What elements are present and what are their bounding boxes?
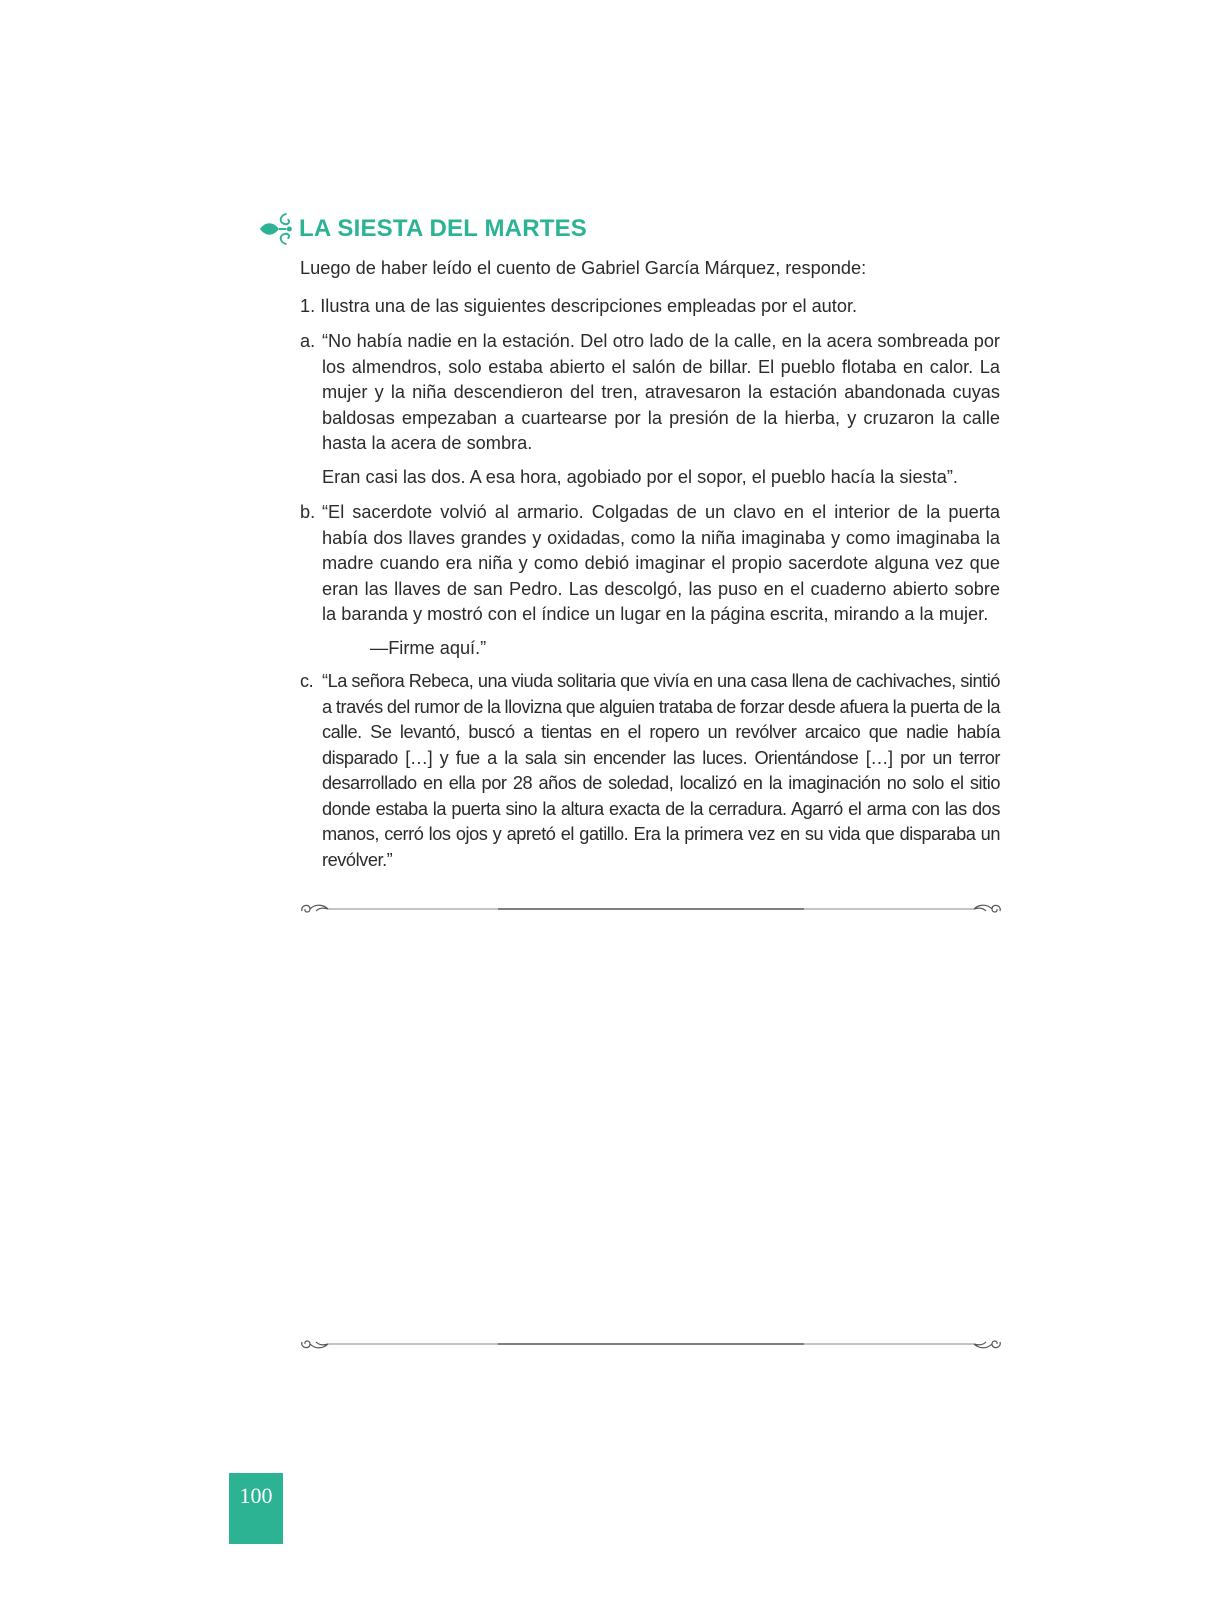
item-marker: c. [300,671,314,691]
quote-text: “No había nadie en la estación. Del otro lado de la calle, en la acera sombreada por los almendros, solo estaba abierto el salón de billar. El pueblo flotaba en calor. La mujer y la niña descendieron del tren, atravesaron la estación abandonada cuyas baldosas empezaban a cuartearse por la presión de la hierba, y cruzaron la calle hasta la acera de sombra. [322,331,1000,453]
section-title: LA SIESTA DEL MARTES [299,215,588,242]
flourish-divider-top [298,897,1004,921]
quote-b-dialog: —Firme aquí.” [370,637,487,658]
question-1: 1. Ilustra una de las siguientes descripciones empleadas por el autor. [300,295,858,316]
quote-c [300,669,1000,873]
leaf-ornament-icon [258,210,296,248]
intro-text: Luego de haber leído el cuento de Gabriel García Márquez, responde: [300,258,867,278]
flourish-divider-bottom [298,1332,1004,1356]
quote-a [300,329,1000,457]
quote-text: “El sacerdote volvió al armario. Colgadas de un clavo en el interior de la puerta había dos llaves grandes y oxidadas, como la niña imaginaba y como imaginaba la madre cuando era niña y como debió imaginar el propio sacerdote alguna vez que eran las llaves de san Pedro. Las descolgó, las puso en el cuaderno abierto sobre la baranda y mostró con el índice un lugar en la página escrita, mirando a la mujer. [322,502,1000,624]
item-marker: b. [300,502,316,522]
page-number: 100 [229,1473,283,1544]
item-marker: a. [300,331,316,351]
section-header [258,210,587,248]
quote-b [300,500,1000,628]
body-content [300,256,1000,881]
quote-a-continuation: Eran casi las dos. A esa hora, agobiado por el sopor, el pueblo hacía la siesta”. [322,466,958,487]
quote-text: “La señora Rebeca, una viuda solitaria que vivía en una casa llena de cachivaches, sintió a través del rumor de la llovizna que alguien trataba de forzar desde afuera la puerta de la calle. Se levantó, buscó a tientas en el ropero un revólver arcaico que nadie había disparado […] y fue a la sala sin encender las luces. Orientándose […] por un terror desarrollado en ella por 28 años de soledad, localizó en la imaginación no solo el sitio donde estaba la puerta sino la altura exacta de la cerradura. Agarró el arma con las dos manos, cerró los ojos y apretó el gatillo. Era la primera vez en su vida que disparaba un revólver.” [322,671,1000,870]
